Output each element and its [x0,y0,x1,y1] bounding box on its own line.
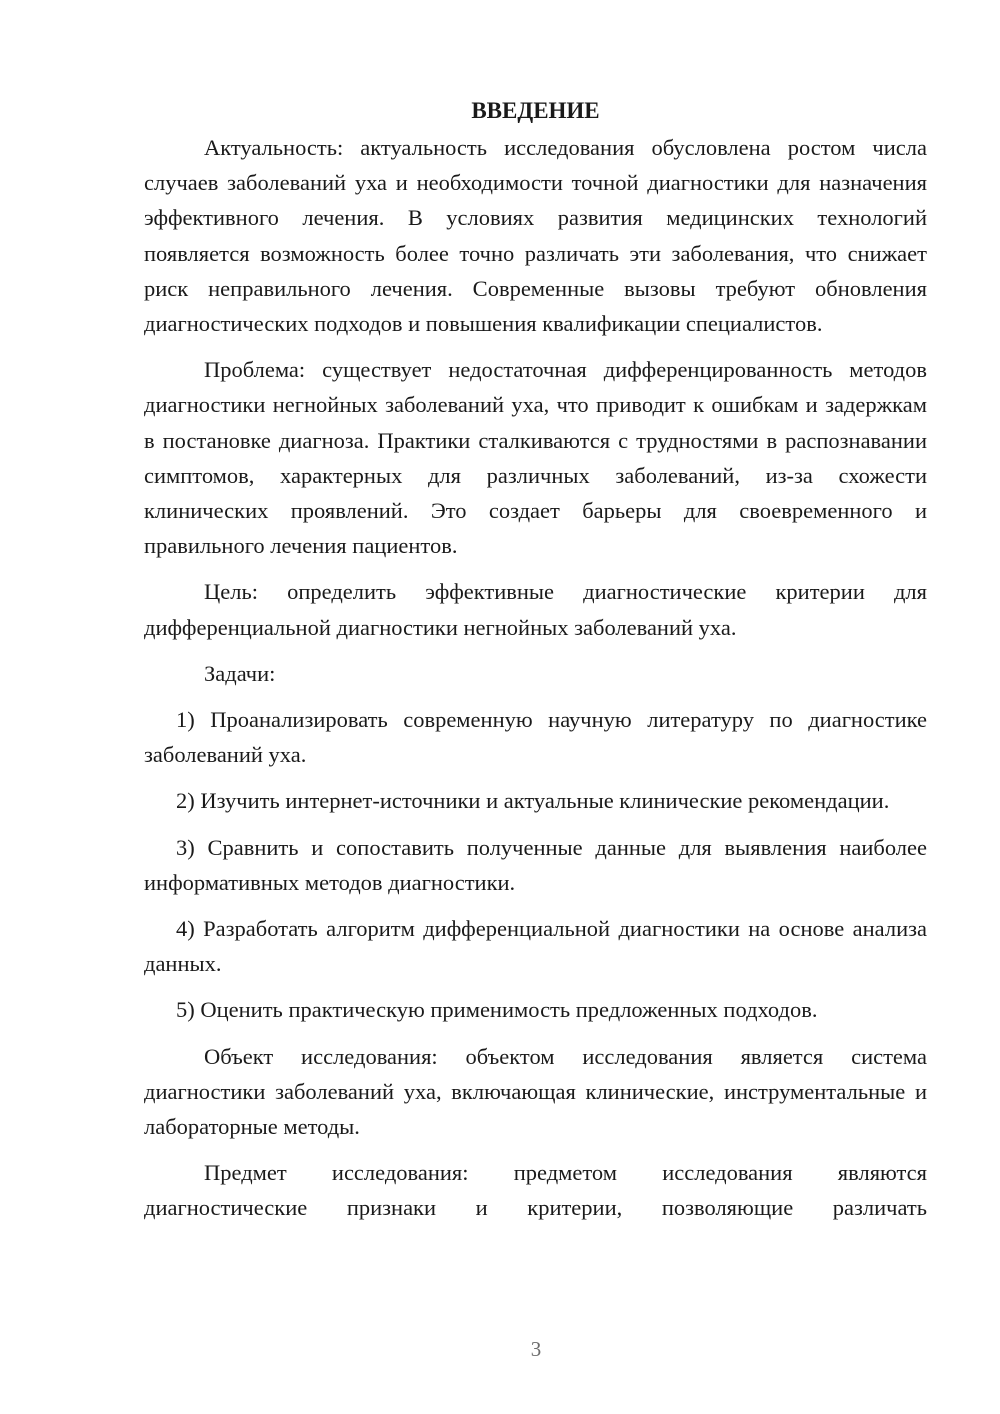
paragraph-relevance: Актуальность: актуальность исследования обусловлена ростом числа случаев заболеваний уха и необходимости точной диагностики для назначения эффективного лечения. В условиях развития медицинских технологий появляется возможность более точно различать эти заболевания, что снижает риск неправильного лечения. Современные вызовы требуют обновления диагностических подходов и повышения квалификации специалистов. [144,135,927,337]
task-item-1: 1) Проанализировать современную научную литературу по диагностике заболеваний уха. [144,707,927,768]
paragraph-problem: Проблема: существует недостаточная дифференцированность методов диагностики негнойных заболеваний уха, что приводит к ошибкам и задержкам в постановке диагноза. Практики сталкиваются с трудностями в распознавании симптомов, характерных для различных заболеваний, из-за схожести клинических проявлений. Это создает барьеры для своевременного и правильного лечения пациентов. [144,357,927,559]
section-title: ВВЕДЕНИЕ [471,98,600,123]
task-item-2: 2) Изучить интернет-источники и актуальные клинические рекомендации. [176,788,890,814]
paragraph-object: Объект исследования: объектом исследования является система диагностики заболеваний уха, включающая клинические, инструментальные и лабораторные методы. [144,1043,927,1140]
document-page [144,93,927,1237]
paragraph-goal: Цель: определить эффективные диагностические критерии для дифференциальной диагностики негнойных заболеваний уха. [144,579,927,640]
task-item-3: 3) Сравнить и сопоставить полученные данные для выявления наиболее информативных методов диагностики. [144,834,927,895]
tasks-heading: Задачи: [204,660,276,686]
page-number: 3 [530,1337,542,1361]
paragraph-subject: Предмет исследования: предметом исследования являются диагностические признаки и критерии, позволяющие различать [144,1160,927,1221]
task-item-5: 5) Оценить практическую применимость предложенных подходов. [176,997,818,1023]
task-item-4: 4) Разработать алгоритм дифференциальной диагностики на основе анализа данных. [144,916,927,977]
